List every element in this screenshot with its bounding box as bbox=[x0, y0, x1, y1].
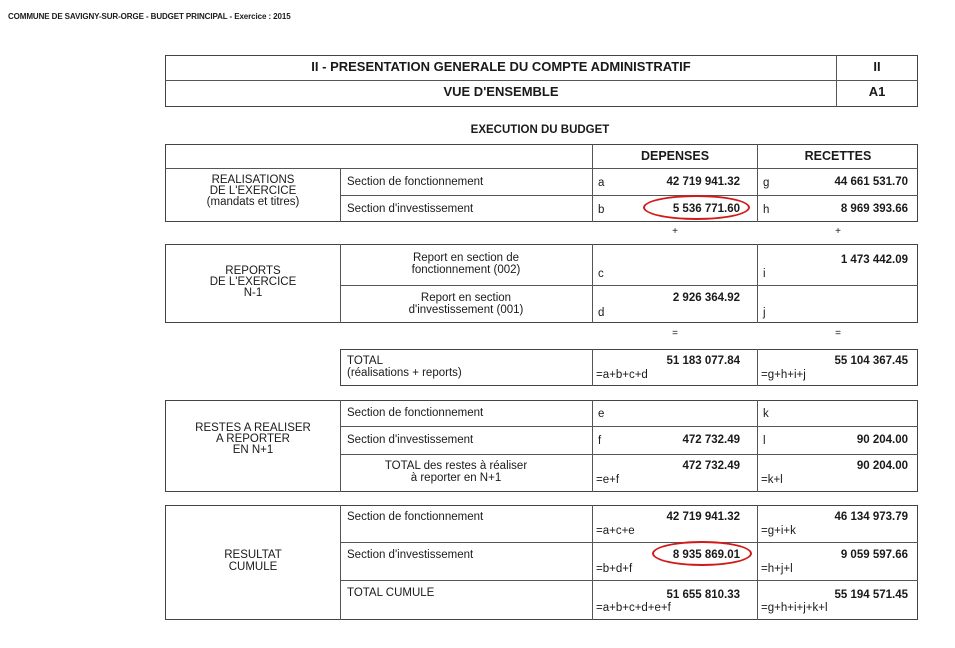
letter-b: b bbox=[598, 204, 605, 216]
restes-total-label: TOTAL des restes à réaliser à reporter en N+1 bbox=[384, 460, 528, 484]
restes-tot-rec-formula: =k+l bbox=[761, 474, 783, 486]
restes-tot-dep-val: 472 732.49 bbox=[682, 460, 740, 472]
total-rec-val: 55 104 367.45 bbox=[834, 355, 908, 367]
res-t-rec-val: 55 194 571.45 bbox=[834, 589, 908, 601]
section-title: EXECUTION DU BUDGET bbox=[470, 124, 610, 136]
res-total-label: TOTAL CUMULE bbox=[347, 587, 435, 599]
title-subtitle: VUE D'ENSEMBLE bbox=[443, 84, 559, 99]
res-t-dep-val: 51 655 810.33 bbox=[666, 589, 740, 601]
real-fonct-label: Section de fonctionnement bbox=[347, 176, 484, 188]
letter-g: g bbox=[763, 177, 770, 189]
document-header: COMMUNE DE SAVIGNY-SUR-ORGE - BUDGET PRINCIPAL - Exercice : 2015 bbox=[8, 12, 291, 21]
letter-h: h bbox=[763, 204, 770, 216]
letter-c: c bbox=[598, 268, 604, 280]
val-h: 8 969 393.66 bbox=[840, 203, 908, 215]
res-i-dep-val: 8 935 869.01 bbox=[672, 549, 740, 561]
restes-invest-label: Section d'investissement bbox=[347, 434, 474, 446]
col-depenses: DEPENSES bbox=[640, 149, 710, 163]
rep-fonct-label: Report en section de fonctionnement (002) bbox=[411, 252, 521, 276]
restes-fonct-label: Section de fonctionnement bbox=[347, 407, 484, 419]
plus-rec: + bbox=[835, 226, 841, 237]
equals-rec: = bbox=[835, 328, 841, 339]
res-i-rec-formula: =h+j+l bbox=[761, 563, 793, 575]
real-invest-label: Section d'investissement bbox=[347, 203, 474, 215]
restes-tot-dep-formula: =e+f bbox=[596, 474, 620, 486]
highlight-circle-result bbox=[652, 541, 752, 566]
letter-a: a bbox=[598, 177, 605, 189]
letter-k: k bbox=[763, 408, 769, 420]
res-f-dep-formula: =a+c+e bbox=[596, 525, 635, 537]
restes-tot-rec-val: 90 204.00 bbox=[856, 460, 908, 472]
res-i-rec-val: 9 059 597.66 bbox=[840, 549, 908, 561]
res-i-dep-formula: =b+d+f bbox=[596, 563, 633, 575]
res-t-dep-formula: =a+b+c+d+e+f bbox=[596, 602, 671, 614]
val-l: 90 204.00 bbox=[856, 434, 908, 446]
val-b: 5 536 771.60 bbox=[672, 203, 740, 215]
val-i: 1 473 442.09 bbox=[840, 254, 908, 266]
letter-l: l bbox=[763, 435, 766, 447]
res-invest-label: Section d'investissement bbox=[347, 549, 474, 561]
plus-dep: + bbox=[672, 226, 678, 237]
highlight-circle-b bbox=[643, 195, 750, 220]
reports-label: REPORTS DE L'EXERCICE N-1 bbox=[209, 265, 297, 299]
val-g: 44 661 531.70 bbox=[834, 176, 908, 188]
realisations-label: REALISATIONS DE L'EXERCICE (mandats et titres) bbox=[206, 174, 300, 208]
letter-j: j bbox=[763, 307, 766, 319]
res-fonct-label: Section de fonctionnement bbox=[347, 511, 484, 523]
res-t-rec-formula: =g+h+i+j+k+l bbox=[761, 602, 828, 614]
res-f-rec-formula: =g+i+k bbox=[761, 525, 796, 537]
val-f: 472 732.49 bbox=[682, 434, 740, 446]
title-main: II - PRESENTATION GENERALE DU COMPTE ADMINISTRATIF bbox=[311, 59, 691, 74]
total-dep-formula: =a+b+c+d bbox=[596, 369, 648, 381]
res-f-rec-val: 46 134 973.79 bbox=[834, 511, 908, 523]
equals-dep: = bbox=[672, 328, 678, 339]
letter-i: i bbox=[763, 268, 766, 280]
rep-invest-label: Report en section d'investissement (001) bbox=[408, 292, 524, 316]
resultat-label: RESULTAT CUMULE bbox=[224, 549, 282, 573]
title-code: II bbox=[873, 59, 881, 74]
val-d: 2 926 364.92 bbox=[672, 292, 740, 304]
total-dep-val: 51 183 077.84 bbox=[666, 355, 740, 367]
restes-label: RESTES A REALISER A REPORTER EN N+1 bbox=[195, 422, 311, 456]
val-a: 42 719 941.32 bbox=[666, 176, 740, 188]
letter-f: f bbox=[598, 435, 602, 447]
letter-e: e bbox=[598, 408, 605, 420]
letter-d: d bbox=[598, 307, 605, 319]
title-subcode: A1 bbox=[868, 84, 886, 99]
total-rec-formula: =g+h+i+j bbox=[761, 369, 806, 381]
res-f-dep-val: 42 719 941.32 bbox=[666, 511, 740, 523]
col-recettes: RECETTES bbox=[804, 149, 872, 163]
total-label: TOTAL (réalisations + reports) bbox=[347, 355, 462, 379]
